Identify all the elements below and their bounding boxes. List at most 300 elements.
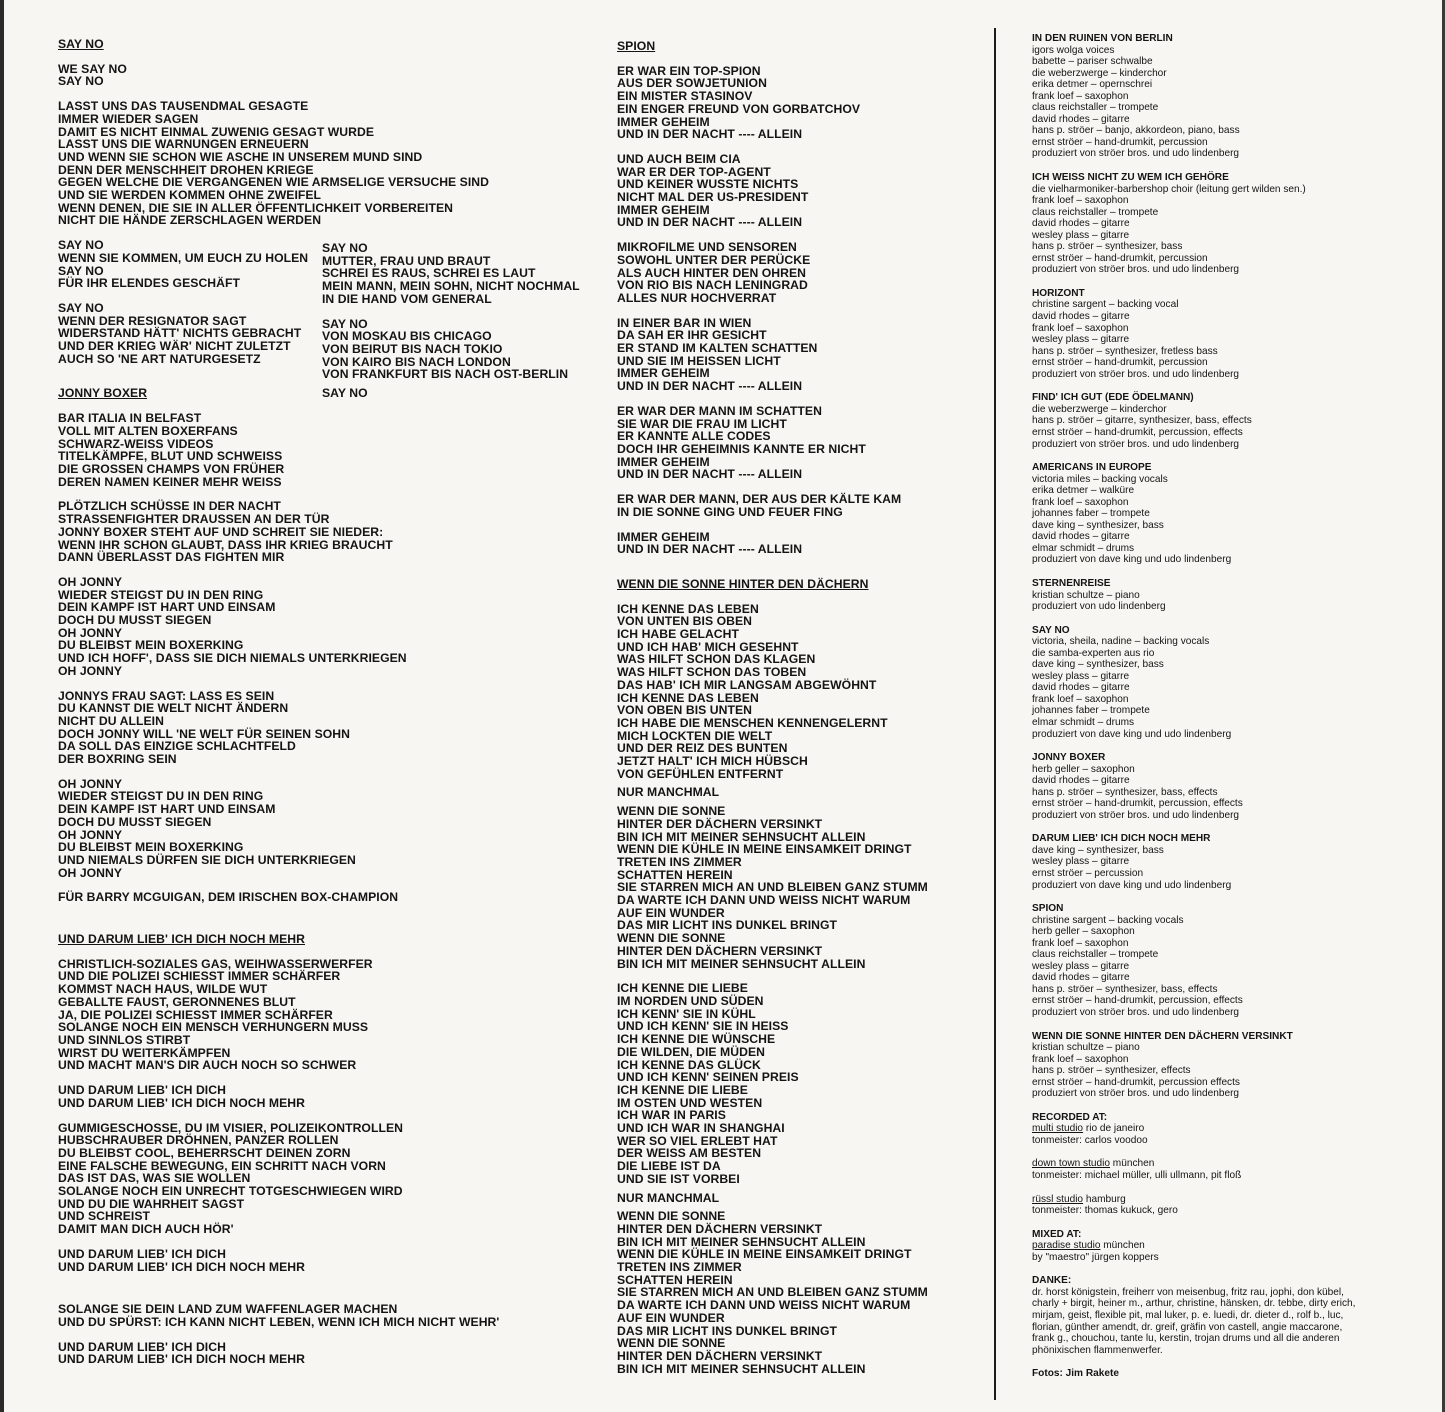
lyric-line: SAY NO (58, 74, 104, 89)
lyric-line: NUR MANCHMAL (617, 1190, 720, 1205)
lyric-line: UND DARUM LIEB' ICH DICH NOCH MEHR (58, 1259, 305, 1274)
lyric-line: UND IN DER NACHT ---- ALLEIN (617, 127, 803, 142)
lyric-line: AUF EIN WUNDER (617, 1310, 725, 1325)
lyric-line: DENN DER MENSCHHEIT DROHEN KRIEGE (58, 162, 314, 177)
lyric-line: ICH HABE GELACHT (617, 627, 739, 642)
lyric-line: DAS IST DAS, WAS SIE WOLLEN (58, 1171, 251, 1186)
text-line: dr. horst königstein, freiherr von meisenbug, fritz rau, jophi, don kübel, (1032, 1286, 1344, 1298)
credit-line: produziert von ströer bros. und udo lindenberg (1032, 1007, 1240, 1019)
credit-line: david rhodes – gitarre (1032, 775, 1130, 787)
lyric-line: SAY NO (58, 263, 104, 278)
lyric-line: ER STAND IM KALTEN SCHATTEN (617, 341, 818, 356)
lyric-line: MEIN MANN, MEIN SOHN, NICHT NOCHMAL (322, 279, 580, 294)
lyric-line: WENN DIE SONNE (617, 804, 726, 819)
studio-name: down town studio (1032, 1158, 1110, 1170)
credit-line: herb geller – saxophon (1032, 763, 1135, 775)
lyric-line: DA WARTE ICH DANN UND WEISS NICHT WARUM (617, 893, 911, 908)
credit-line: wesley plass – gitarre (1032, 670, 1130, 682)
lyric-line: STRASSENFIGHTER DRAUSSEN AN DER TÜR (58, 512, 330, 527)
lyric-line: DA SAH ER IHR GESICHT (617, 328, 767, 343)
credit-title: IN DEN RUINEN VON BERLIN (1032, 33, 1173, 44)
credit-line: dave king – synthesizer, bass (1032, 844, 1164, 856)
credit-line: frank loef – saxophon (1032, 937, 1129, 949)
lyric-line: DOCH IHR GEHEIMNIS KANNTE ER NICHT (617, 441, 866, 456)
credit-line: ernst ströer – hand-drumkit, percussion, effects (1032, 426, 1243, 438)
lyric-line: DU BLEIBST MEIN BOXERKING (58, 840, 244, 855)
credit-line: wesley plass – gitarre (1032, 856, 1130, 868)
lyric-line: UND DIE POLIZEI SCHIESST IMMER SCHÄRFER (58, 969, 341, 984)
credit-line: produziert von ströer bros. und udo lindenberg (1032, 148, 1240, 160)
lyric-line: UND SCHREIST (58, 1209, 151, 1224)
credit-line: ernst ströer – hand-drumkit, percussion effects (1032, 1076, 1240, 1088)
lyric-line: DAMIT ES NICHT EINMAL ZUWENIG GESAGT WURDE (58, 124, 375, 139)
credit-block (1032, 903, 1355, 1018)
lyric-line: UND IN DER NACHT ---- ALLEIN (617, 379, 803, 394)
lyric-line: SAY NO (322, 241, 368, 255)
lyric-line: JETZT HALT' ICH MICH HÜBSCH (617, 754, 808, 769)
credit-line: johannes faber – trompete (1032, 705, 1150, 717)
lyric-line: ER KANNTE ALLE CODES (617, 429, 771, 444)
credit-line: babette – pariser schwalbe (1032, 56, 1153, 68)
lyric-line: DOCH JONNY WILL 'NE WELT FÜR SEINEN SOHN (58, 726, 350, 741)
credit-line: david rhodes – gitarre (1032, 972, 1130, 984)
credit-title: ICH WEISS NICHT ZU WEM ICH GEHÖRE (1032, 172, 1229, 184)
lyric-line: UND SIE IM HEISSEN LICHT (617, 353, 781, 368)
credit-line: victoria, sheila, nadine – backing vocals (1032, 636, 1210, 648)
credit-line: kristian schultze – piano (1032, 589, 1140, 601)
lyric-line: WENN DER RESIGNATOR SAGT (58, 313, 247, 328)
danke-section (1032, 1275, 1355, 1356)
stanza (58, 1341, 499, 1366)
studio-city: münchen (1100, 1240, 1145, 1252)
credit-title: FIND' ICH GUT (EDE ÖDELMANN) (1032, 392, 1194, 404)
credit-line: frank loef – saxophon (1032, 195, 1129, 207)
lyric-line: ALS AUCH HINTER DEN OHREN (617, 265, 807, 280)
credit-line: die samba-experten aus rio (1032, 647, 1155, 659)
lyric-line: UND DER KRIEG WÄR' NICHT ZULETZT (58, 339, 291, 354)
studio-city: rio de janeiro (1083, 1123, 1145, 1135)
lyric-line: UND ICH HAB' MICH GESEHNT (617, 639, 799, 654)
credit-block (1032, 1031, 1355, 1100)
lyric-line: SIE WAR DIE FRAU IM LICHT (617, 416, 787, 431)
credit-line: claus reichstaller – trompete (1032, 206, 1159, 218)
stanza (617, 65, 928, 141)
credit-line: wesley plass – gitarre (1032, 960, 1130, 972)
lyric-line: UND DARUM LIEB' ICH DICH (58, 1083, 226, 1098)
credit-line: david rhodes – gitarre (1032, 113, 1130, 125)
song-title: WENN DIE SONNE HINTER DEN DÄCHERN (617, 576, 869, 591)
credit-line: produziert von dave king und udo lindenberg (1032, 554, 1232, 566)
credit-line: die vielharmoniker-barbershop choir (leitung gert wilden sen.) (1032, 183, 1306, 195)
mixed-at-heading: MIXED AT: (1032, 1228, 1082, 1240)
lyric-line: ICH KENNE DIE LIEBE (617, 1082, 748, 1097)
recorded-studio-1 (1032, 1123, 1355, 1146)
credit-line: hans p. ströer – synthesizer, bass, effects (1032, 786, 1218, 798)
credit-line: christine sargent – backing vocals (1032, 914, 1184, 926)
credit-title: AMERICANS IN EUROPE (1032, 462, 1152, 474)
stanza (58, 1248, 499, 1273)
lyric-line: UND ICH WAR IN SHANGHAI (617, 1121, 785, 1136)
lyric-line: IN DIE HAND VOM GENERAL (322, 291, 492, 306)
stanza (617, 982, 928, 1185)
stanza (617, 805, 928, 970)
stanza (58, 100, 499, 227)
lyric-line: MICH LOCKTEN DIE WELT (617, 728, 773, 743)
lyric-line: EINE FALSCHE BEWEGUNG, EIN SCHRITT NACH VORN (58, 1158, 386, 1173)
credit-line: produziert von ströer bros. und udo lindenberg (1032, 264, 1240, 276)
credit-line: igors wolga voices (1032, 44, 1115, 56)
lyric-line: BAR ITALIA IN BELFAST (58, 411, 202, 426)
lyric-line: UND DU DIE WAHRHEIT SAGST (58, 1196, 245, 1211)
lyric-line: DOCH DU MUSST SIEGEN (58, 814, 212, 829)
lyrics-column-right (617, 40, 928, 1375)
lyric-line: NICHT DIE HÄNDE ZERSCHLAGEN WERDEN (58, 213, 322, 228)
lyric-line: DER WEISS AM BESTEN (617, 1146, 762, 1161)
song-title: UND DARUM LIEB' ICH DICH NOCH MEHR (58, 932, 305, 947)
lyric-line: WER SO VIEL ERLEBT HAT (617, 1133, 778, 1148)
danke-heading: DANKE: (1032, 1275, 1072, 1287)
lyric-line: DA WARTE ICH DANN UND WEISS NICHT WARUM (617, 1298, 911, 1313)
lyrics-column-left (58, 38, 499, 1366)
stanza (617, 153, 928, 229)
stanza (617, 1192, 928, 1205)
studio-city: hamburg (1083, 1193, 1126, 1205)
credit-line: dave king – synthesizer, bass (1032, 519, 1164, 531)
stanza (617, 786, 928, 799)
lyric-line: DEIN KAMPF IST HART UND EINSAM (58, 600, 276, 615)
lyric-line: WAS HILFT SCHON DAS TOBEN (617, 665, 807, 680)
column-divider (994, 28, 996, 1400)
lyric-line: IMMER GEHEIM (617, 366, 710, 381)
credit-line: frank loef – saxophon (1032, 693, 1129, 705)
lyric-line: SCHREI ES RAUS, SCHREI ES LAUT (322, 266, 536, 281)
lyric-line: UND DARUM LIEB' ICH DICH (58, 1246, 226, 1261)
lyric-line: ICH KENNE DAS GLÜCK (617, 1057, 761, 1072)
lyric-line: DER BOXRING SEIN (58, 752, 177, 767)
credit-line: david rhodes – gitarre (1032, 218, 1130, 230)
lyric-line: WENN DIE SONNE (617, 1336, 726, 1351)
lyric-line: HUBSCHRAUBER DRÖHNEN, PANZER ROLLEN (58, 1133, 339, 1148)
lyric-line: UND MACHT MAN'S DIR AUCH NOCH SO SCHWER (58, 1058, 357, 1073)
stanza (58, 891, 499, 904)
lyric-line: OH JONNY (58, 776, 123, 791)
lyric-line: ICH KENNE DAS LEBEN (617, 601, 759, 616)
lyric-line: DOCH DU MUSST SIEGEN (58, 613, 212, 628)
lyric-line: UND ICH HOFF', DASS SIE DICH NIEMALS UNTERKRIEGEN (58, 651, 407, 666)
lyric-line: VON BEIRUT BIS NACH TOKIO (322, 341, 503, 356)
lyric-line: SAY NO (58, 300, 104, 315)
credit-line: herb geller – saxophon (1032, 926, 1135, 938)
lyric-line: WE SAY NO (58, 61, 127, 76)
lyric-line: OH JONNY (58, 574, 123, 589)
credit-line: produziert von udo lindenberg (1032, 601, 1166, 613)
lyric-line: PLÖTZLICH SCHÜSSE IN DER NACHT (58, 499, 281, 514)
lyric-line: IMMER GEHEIM (617, 114, 710, 129)
song-title: JONNY BOXER (58, 386, 148, 401)
lyric-line: SCHATTEN HEREIN (617, 867, 733, 882)
lyric-line: TITELKÄMPFE, BLUT UND SCHWEISS (58, 449, 283, 464)
credit-line: ernst ströer – hand-drumkit, percussion (1032, 252, 1208, 264)
tonmeister: tonmeister: thomas kukuck, gero (1032, 1205, 1178, 1217)
lyrics-column-say-no-continued (322, 242, 580, 400)
lyric-line: UND IN DER NACHT ---- ALLEIN (617, 542, 803, 557)
lyric-line: HINTER DER DÄCHERN VERSINKT (617, 816, 823, 831)
lyric-line: ICH HABE DIE MENSCHEN KENNENGELERNT (617, 715, 888, 730)
credit-line: ernst ströer – hand-drumkit, percussion (1032, 357, 1208, 369)
credit-line: elmar schmidt – drums (1032, 716, 1135, 728)
credit-line: dave king – synthesizer, bass (1032, 659, 1164, 671)
lyric-line: JA, DIE POLIZEI SCHIESST IMMER SCHÄRFER (58, 1007, 333, 1022)
lyric-line: WENN SIE KOMMEN, UM EUCH ZU HOLEN (58, 250, 309, 265)
stanza (617, 493, 928, 518)
lyric-line: UND AUCH BEIM CIA (617, 151, 741, 166)
lyric-line: UND DARUM LIEB' ICH DICH NOCH MEHR (58, 1352, 305, 1367)
stanza (617, 531, 928, 556)
lyric-line: GEGEN WELCHE DIE VERGANGENEN WIE ARMSELIGE VERSUCHE SIND (58, 175, 489, 190)
credit-line: kristian schultze – piano (1032, 1042, 1140, 1054)
stanza (58, 500, 499, 564)
credit-line: wesley plass – gitarre (1032, 334, 1130, 346)
credit-line: hans p. ströer – gitarre, synthesizer, bass, effects (1032, 415, 1252, 427)
stanza (617, 603, 928, 781)
credit-line: ernst ströer – hand-drumkit, percussion (1032, 136, 1208, 148)
song (617, 578, 928, 1375)
credit-line: hans p. ströer – synthesizer, fretless bass (1032, 345, 1218, 357)
song-title: SPION (617, 39, 656, 53)
credit-title: HORIZONT (1032, 287, 1085, 299)
stanza (58, 778, 499, 880)
lyric-line: WIEDER STEIGST DU IN DEN RING (58, 789, 264, 804)
lyric-line: SAY NO (322, 386, 368, 401)
lyric-line: DAS HAB' ICH MIR LANGSAM ABGEWÖHNT (617, 677, 877, 692)
lyric-line: DIE WILDEN, DIE MÜDEN (617, 1044, 765, 1059)
stanza (58, 576, 499, 678)
lyric-line: DU BLEIBST COOL, BEHERRSCHT DEINEN ZORN (58, 1145, 351, 1160)
lyric-line: IM NORDEN UND SÜDEN (617, 994, 764, 1008)
mixed-by: by "maestro" jürgen koppers (1032, 1251, 1159, 1263)
credit-line: ernst ströer – percussion (1032, 868, 1144, 879)
credit-line: frank loef – saxophon (1032, 1053, 1129, 1065)
lyric-line: HINTER DEN DÄCHERN VERSINKT (617, 943, 823, 958)
credit-line: claus reichstaller – trompete (1032, 102, 1159, 114)
credit-line: ernst ströer – hand-drumkit, percussion, effects (1032, 995, 1243, 1007)
recorded-studio-3 (1032, 1194, 1355, 1217)
lyric-line: ICH KENNE DAS LEBEN (617, 690, 759, 705)
lyric-line: EIN MISTER STASINOV (617, 89, 753, 104)
stanza (617, 405, 928, 481)
lyric-line: VON KAIRO BIS NACH LONDON (322, 354, 511, 369)
credit-line: wesley plass – gitarre (1032, 229, 1130, 241)
lyric-line: CHRISTLICH-SOZIALES GAS, WEIHWASSERWERFER (58, 956, 373, 971)
lyric-line: BIN ICH MIT MEINER SEHNSUCHT ALLEIN (617, 1361, 866, 1376)
lyric-line: AUCH SO 'NE ART NATURGESETZ (58, 351, 261, 366)
credit-line: produziert von dave king und udo lindenberg (1032, 728, 1232, 740)
lyric-line: TRETEN INS ZIMMER (617, 1260, 742, 1275)
recorded-at-heading: RECORDED AT: (1032, 1111, 1108, 1123)
credit-block (1032, 33, 1355, 160)
lyric-line: DA SOLL DAS EINZIGE SCHLACHTFELD (58, 739, 296, 754)
photo-credit: Fotos: Jim Rakete (1032, 1368, 1119, 1380)
lyric-line: DU BLEIBST MEIN BOXERKING (58, 638, 244, 653)
lyric-line: UND SIE WERDEN KOMMEN OHNE ZWEIFEL (58, 188, 322, 203)
credit-line: hans p. ströer – banjo, akkordeon, piano, bass (1032, 125, 1240, 137)
stanza (617, 1210, 928, 1375)
credit-line: die weberzwerge – kinderchor (1032, 67, 1167, 79)
lyric-line: LASST UNS DAS TAUSENDMAL GESAGTE (58, 99, 309, 114)
lyric-line: ALLES NUR HOCHVERRAT (617, 290, 777, 305)
credit-line: claus reichstaller – trompete (1032, 949, 1159, 961)
lyric-line: VON MOSKAU BIS CHICAGO (322, 329, 492, 344)
credit-block (1032, 625, 1355, 740)
lyric-line: EIN ENGER FREUND VON GORBATCHOV (617, 101, 861, 116)
lyric-line: IN DIE SONNE GING UND FEUER FING (617, 504, 843, 519)
lyric-line: SCHWARZ-WEISS VIDEOS (58, 436, 214, 451)
stanza (617, 241, 928, 305)
stanza (58, 958, 499, 1072)
lyric-line: BIN ICH MIT MEINER SEHNSUCHT ALLEIN (617, 956, 866, 971)
lyric-line: UND IN DER NACHT ---- ALLEIN (617, 467, 803, 482)
lyric-line: AUS DER SOWJETUNION (617, 76, 767, 91)
lyric-line: MIKROFILME UND SENSOREN (617, 240, 797, 255)
credit-line: erika detmer – walküre (1032, 485, 1135, 497)
text-line: florian, günther amendt, dr. greif, gräfin von castell, angie maccarone, (1032, 1321, 1343, 1333)
lyric-line: SOLANGE NOCH EIN MENSCH VERHUNGERN MUSS (58, 1020, 369, 1035)
lyric-line: ER WAR EIN TOP-SPION (617, 63, 761, 78)
credit-line: frank loef – saxophon (1032, 90, 1129, 102)
credit-title: WENN DIE SONNE HINTER DEN DÄCHERN VERSINKT (1032, 1030, 1293, 1042)
stanza (617, 317, 928, 393)
credit-line: frank loef – saxophon (1032, 496, 1129, 508)
studio-name: rüssl studio (1032, 1193, 1084, 1205)
credit-line: johannes faber – trompete (1032, 508, 1150, 520)
credit-block (1032, 752, 1355, 821)
credit-block (1032, 172, 1355, 276)
lyric-line: VON GEFÜHLEN ENTFERNT (617, 766, 784, 781)
lyric-line: VON RIO BIS NACH LENINGRAD (617, 278, 808, 293)
credit-title: SAY NO (1032, 624, 1070, 636)
stanza (322, 242, 580, 306)
credit-line: produziert von ströer bros. und udo lindenberg (1032, 438, 1240, 450)
lyric-line: UND SINNLOS STIRBT (58, 1033, 191, 1047)
lyric-line: DANN ÜBERLASST DAS FIGHTEN MIR (58, 550, 285, 565)
lyric-line: SAY NO (322, 316, 368, 331)
song (617, 40, 928, 556)
lyric-line: DAS MIR LICHT INS DUNKEL BRINGT (617, 1323, 838, 1338)
stanza (322, 387, 580, 400)
lyric-line: UND DARUM LIEB' ICH DICH (58, 1339, 226, 1354)
lyric-line: ER WAR DER MANN IM SCHATTEN (617, 403, 822, 418)
lyric-line: UND ICH KENN' SIE IN HEISS (617, 1019, 789, 1034)
studio-name: paradise studio (1032, 1240, 1101, 1252)
text-line: mirjam, geist, flexible pit, mal luker, p. e. luedi, dr. dieter d., rolf b., luc, (1032, 1309, 1344, 1321)
stanza (58, 1303, 499, 1328)
credit-line: produziert von ströer bros. und udo lindenberg (1032, 368, 1240, 380)
danke-text (1032, 1287, 1355, 1356)
lyric-line: FÜR BARRY MCGUIGAN, DEM IRISCHEN BOX-CHAMPION (58, 890, 399, 905)
lyric-line: VOLL MIT ALTEN BOXERFANS (58, 423, 238, 438)
lyric-line: ICH KENN' SIE IN KÜHL (617, 1006, 756, 1021)
lyric-line: OH JONNY (58, 827, 123, 842)
credit-line: victoria miles – backing vocals (1032, 473, 1168, 485)
credit-block (1032, 288, 1355, 380)
lyric-line: SIE STARREN MICH AN UND BLEIBEN GANZ STUMM (617, 1285, 928, 1300)
lyric-line: HINTER DEN DÄCHERN VERSINKT (617, 1221, 823, 1236)
credit-line: produziert von dave king und udo lindenberg (1032, 879, 1232, 891)
lyric-line: KOMMST NACH HAUS, WILDE WUT (58, 982, 268, 997)
credit-line: hans p. ströer – synthesizer, bass (1032, 241, 1183, 253)
lyric-line: WIDERSTAND HÄTT' NICHTS GEBRACHT (58, 326, 302, 341)
lyric-line: WENN DENEN, DIE SIE IN ALLER ÖFFENTLICHKEIT VORBEREITEN (58, 200, 454, 215)
lyric-line: WIEDER STEIGST DU IN DEN RING (58, 587, 264, 602)
lyric-line: DAMIT MAN DICH AUCH HÖR' (58, 1222, 234, 1237)
lyric-line: DIE GROSSEN CHAMPS VON FRÜHER (58, 461, 285, 476)
lyric-line: NICHT MAL DER US-PRESIDENT (617, 190, 809, 205)
lyric-line: UND DU SPÜRST: ICH KANN NICHT LEBEN, WENN ICH MICH NICHT WEHR' (58, 1314, 500, 1329)
lyric-line: NICHT DU ALLEIN (58, 713, 164, 728)
credit-line: david rhodes – gitarre (1032, 311, 1130, 323)
stanza (58, 63, 499, 88)
lyric-line: DIE LIEBE IST DA (617, 1159, 721, 1174)
lyric-line: NUR MANCHMAL (617, 785, 720, 800)
credit-line: frank loef – saxophon (1032, 322, 1129, 334)
lyric-line: DAS MIR LICHT INS DUNKEL BRINGT (617, 918, 838, 933)
text-line: frank g., chouchou, tante lu, kerstin, trojan drums und all die anderen (1032, 1333, 1340, 1345)
lyric-line: BIN ICH MIT MEINER SEHNSUCHT ALLEIN (617, 1234, 866, 1249)
lyric-line: UND ICH KENN' SEINEN PREIS (617, 1070, 799, 1085)
credit-line: hans p. ströer – synthesizer, effects (1032, 1065, 1191, 1077)
recorded-at-section (1032, 1112, 1355, 1217)
mixed-at-section (1032, 1229, 1355, 1264)
credit-line: david rhodes – gitarre (1032, 682, 1130, 694)
credit-line: christine sargent – backing vocal (1032, 299, 1179, 311)
credits-list (1032, 33, 1355, 1100)
lyric-line: SCHATTEN HEREIN (617, 1272, 733, 1287)
lyric-line: DU KANNST DIE WELT NICHT ÄNDERN (58, 701, 289, 716)
studio-name: multi studio (1032, 1123, 1084, 1135)
credit-line: hans p. ströer – synthesizer, bass, effects (1032, 983, 1218, 995)
lyric-line: GUMMIGESCHOSSE, DU IM VISIER, POLIZEIKONTROLLEN (58, 1120, 403, 1135)
lyric-line: OH JONNY (58, 625, 123, 640)
lyric-line: JONNY BOXER STEHT AUF UND SCHREIT SIE NIEDER: (58, 524, 384, 539)
lyric-line: UND WENN SIE SCHON WIE ASCHE IN UNSEREM MUND SIND (58, 149, 423, 164)
credit-line: die weberzwerge – kinderchor (1032, 403, 1167, 415)
lyric-line: LASST UNS DIE WARNUNGEN ERNEUERN (58, 137, 309, 152)
lyric-line: VON UNTEN BIS OBEN (617, 614, 752, 629)
lyric-line: MUTTER, FRAU UND BRAUT (322, 253, 491, 268)
song-title: SAY NO (58, 37, 104, 51)
stanza (322, 318, 580, 382)
lyric-line: ICH KENNE DIE WÜNSCHE (617, 1032, 776, 1047)
lyric-line: HINTER DEN DÄCHERN VERSINKT (617, 1348, 823, 1363)
credit-line: elmar schmidt – drums (1032, 542, 1135, 554)
credit-title: DARUM LIEB' ICH DICH NOCH MEHR (1032, 833, 1211, 845)
lyric-line: WENN DIE KÜHLE IN MEINE EINSAMKEIT DRINGT (617, 1247, 912, 1262)
lyric-line: IMMER WIEDER SAGEN (58, 111, 199, 126)
stanza (58, 1122, 499, 1236)
lyric-line: WAS HILFT SCHON DAS KLAGEN (617, 652, 816, 667)
lyric-line: SOLANGE NOCH EIN UNRECHT TOTGESCHWIEGEN WIRD (58, 1184, 403, 1199)
lyric-line: IMMER GEHEIM (617, 454, 710, 469)
lyric-line: SIE STARREN MICH AN UND BLEIBEN GANZ STUMM (617, 880, 928, 895)
credit-title: SPION (1032, 903, 1064, 915)
tonmeister: tonmeister: carlos voodoo (1032, 1134, 1148, 1146)
sheet-edge-left (0, 0, 4, 1412)
recorded-studio-2 (1032, 1158, 1355, 1181)
lyric-line: BIN ICH MIT MEINER SEHNSUCHT ALLEIN (617, 829, 866, 844)
stanza (58, 690, 499, 766)
lyric-line: UND SIE IST VORBEI (617, 1171, 740, 1186)
credit-block (1032, 578, 1355, 613)
